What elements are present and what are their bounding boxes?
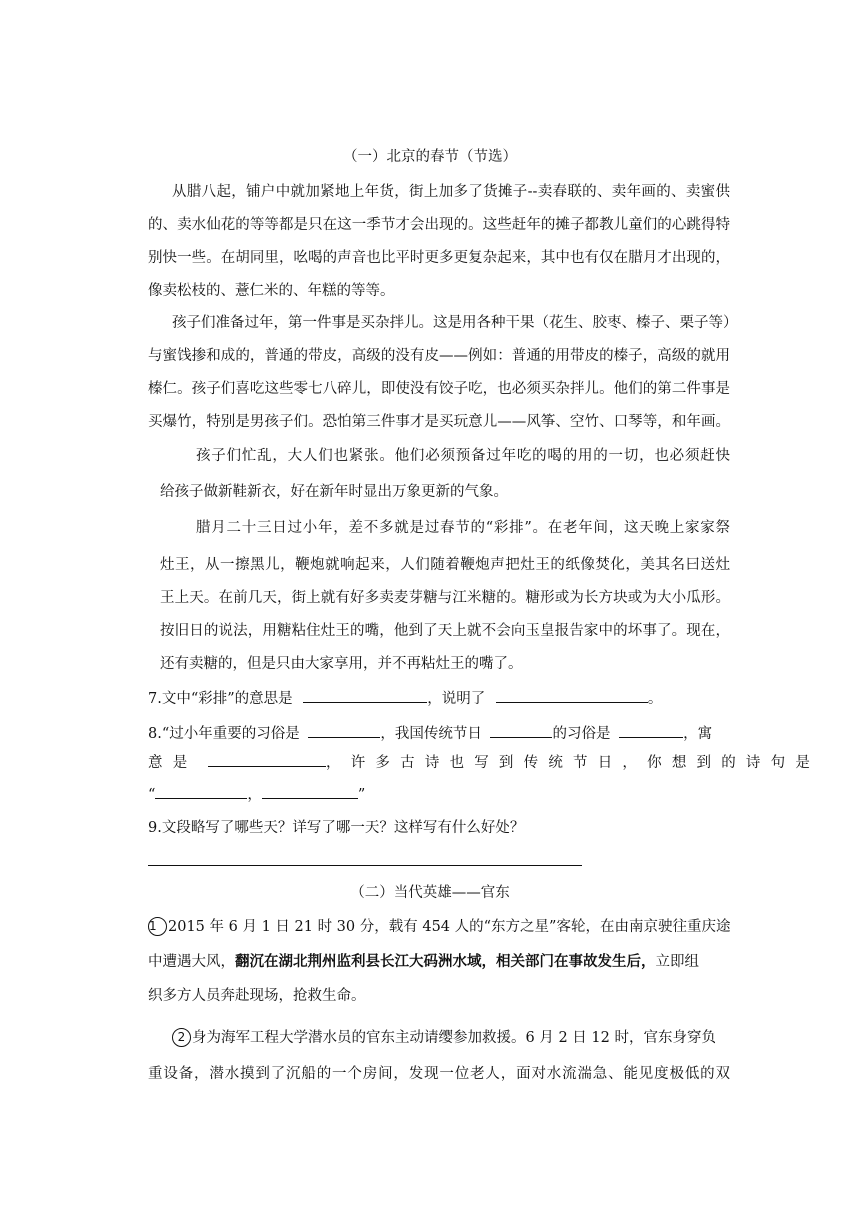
section1-title: （一）北京的春节（节选） [343, 149, 517, 165]
paragraph-text: 中遭遇大风， [148, 954, 235, 970]
question-7-text: 。 [647, 691, 663, 707]
paragraph-line: 重设备，潜水摸到了沉船的一个房间，发现一位老人，面对水流湍急、能见度极低的双 [148, 1066, 730, 1082]
question-8-text: ，我国传统节日 [380, 726, 482, 742]
paragraph-line [172, 1028, 716, 1048]
question-8-text: “ [148, 787, 156, 803]
paragraph-line: 像卖松枝的、薏仁米的、年糕的等等。 [148, 283, 395, 299]
question-8-poem [148, 783, 365, 805]
question-8-text: 的习俗是 [552, 726, 611, 742]
paragraph-line: 买爆竹，特别是男孩子们。恐怕第三件事才是买玩意儿——风筝、空竹、口琴等，和年画。 [148, 414, 730, 430]
paragraph-line: 别快一些。在胡同里，吆喝的声音也比平时更多更复杂起来，其中也有仅在腊月才出现的， [148, 250, 730, 266]
question-9: 9.文段略写了哪些天？详写了哪一天？这样写有什么好处？ [148, 820, 525, 836]
paragraph-line: 还有卖糖的，但是只由大家享用，并不再粘灶王的嘴了。 [160, 656, 523, 672]
answer-blank[interactable] [208, 751, 326, 767]
paragraph-text: 立即组 [655, 954, 699, 970]
paragraph-text: 2015 年 6 月 1 日 21 时 30 分，载有 454 人的“东方之星”客轮，在由南京驶往重庆途 [168, 919, 731, 935]
answer-blank[interactable] [308, 722, 380, 738]
question-8-cont [148, 751, 820, 773]
paragraph-line: 织多方人员奔赴现场，抢救生命。 [148, 988, 366, 1004]
paragraph-line: 的、卖水仙花的等等都是只在这一季节才会出现的。这些赶年的摊子都教儿童们的心跳得特 [148, 217, 730, 233]
paragraph-line: 从腊八起，铺户中就加紧地上年货，街上加多了货摊子--卖春联的、卖年画的、卖蜜供 [172, 184, 730, 200]
bold-text: 翻沉在湖北荆州监利县长江大码洲水域，相关部门在事故发生后， [235, 953, 656, 970]
answer-blank[interactable] [619, 722, 683, 738]
paragraph-line: 榛仁。孩子们喜吃这些零七八碎儿，即使没有饺子吃，也必须买杂拌儿。他们的第二件事是 [148, 381, 730, 397]
answer-blank[interactable] [496, 687, 648, 703]
paragraph-number-2: 2 [172, 1028, 191, 1047]
question-8-text: ，许多古诗也写到传统节日，你想到的诗句是 [326, 755, 821, 771]
paragraph-line: 按旧日的说法，用糖粘住灶王的嘴，他到了天上就不会向玉皇报告家中的坏事了。现在， [160, 623, 730, 639]
paragraph-line: 腊月二十三日过小年，差不多就是过春节的“彩排”。在老年间，这天晚上家家祭 [196, 520, 730, 536]
paragraph-line: 灶王，从一擦黑儿，鞭炮就响起来，人们随着鞭炮声把灶王的纸像焚化，美其名曰送灶 [160, 557, 730, 573]
paragraph-line: 与蜜饯掺和成的，普通的带皮，高级的没有皮——例如：普通的用带皮的榛子，高级的就用 [148, 348, 730, 364]
answer-blank[interactable] [262, 783, 358, 799]
question-7 [148, 687, 662, 709]
answer-blank[interactable] [490, 722, 552, 738]
paragraph-number-1: 1 [148, 917, 167, 936]
question-8 [148, 722, 712, 744]
paragraph-line [148, 952, 699, 972]
paragraph-line [148, 917, 730, 937]
paragraph-line: 王上天。在前几天，街上就有好多卖麦芽糖与江米糖的。糖形或为长方块或为大小瓜形。 [160, 590, 730, 606]
paragraph-line: 孩子们忙乱，大人们也紧张。他们必须预备过年吃的喝的用的一切，也必须赶快 [196, 448, 730, 464]
question-8-text: ” [357, 787, 366, 803]
answer-blank[interactable] [303, 687, 427, 703]
question-8-text: 意是 [148, 755, 198, 771]
question-7-text: ，说明了 [427, 691, 486, 707]
question-7-text: 7.文中“彩排”的意思是 [148, 691, 293, 707]
answer-line[interactable] [148, 865, 582, 866]
answer-blank[interactable] [155, 783, 247, 799]
paragraph-line: 孩子们准备过年，第一件事是买杂拌儿。这是用各种干果（花生、胶枣、榛子、栗子等） [172, 315, 738, 331]
question-8-text: ，寓 [683, 726, 713, 742]
paragraph-text: 身为海军工程大学潜水员的官东主动请缨参加救援。6 月 2 日 12 时，官东身穿负 [192, 1030, 716, 1046]
section2-title: （二）当代英雄——官东 [350, 885, 510, 901]
question-8-text: 8.“过小年重要的习俗是 [148, 726, 300, 742]
question-8-text: ， [247, 787, 262, 803]
paragraph-line: 给孩子做新鞋新衣，好在新年时显出万象更新的气象。 [160, 484, 508, 500]
